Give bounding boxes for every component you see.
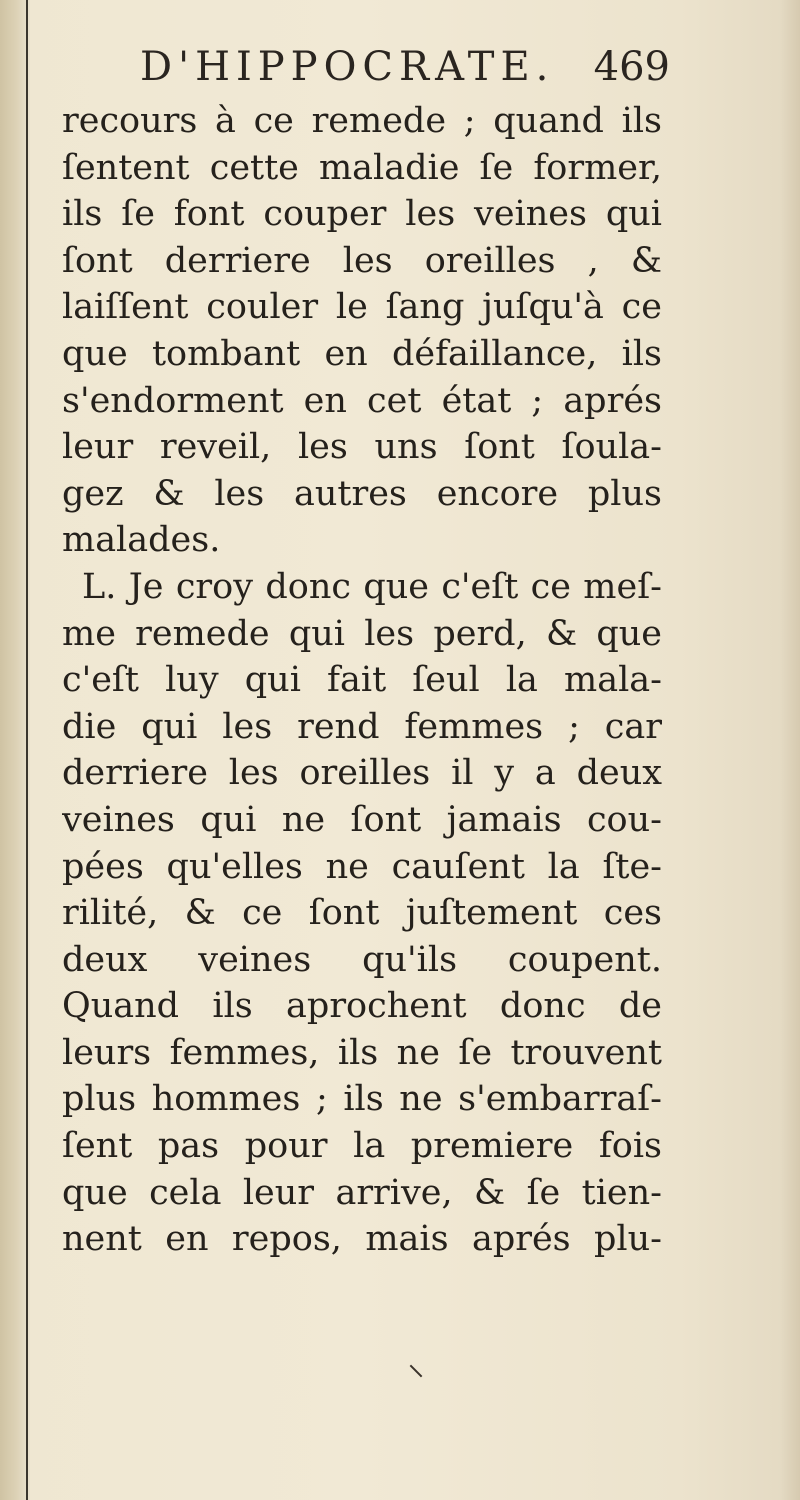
- text-line: c'eſt luy qui fait ſeul la mala-: [62, 660, 662, 701]
- page-edge-shadow: [780, 0, 800, 1500]
- text-line: me remede qui les perd, & que: [62, 613, 662, 654]
- text-line: ſent pas pour la premiere fois: [62, 1126, 662, 1167]
- gutter-edge-line: [26, 0, 28, 1500]
- text-line: ils ſe font couper les veines qui: [62, 194, 662, 235]
- body-text: [62, 98, 662, 1263]
- text-line: Quand ils aprochent donc de: [62, 986, 662, 1027]
- text-line: pées qu'elles ne cauſent la ſte-: [62, 846, 662, 887]
- text-line: laiſſent couler le ſang juſqu'à ce: [62, 287, 662, 328]
- page-number: 469: [593, 44, 670, 90]
- text-line: deux veines qu'ils coupent.: [62, 939, 662, 980]
- text-line: leur reveil, les uns ſont ſoula-: [62, 427, 662, 468]
- text-line: plus hommes ; ils ne s'embarraſ-: [62, 1079, 662, 1120]
- text-line-paragraph-start: L. Je croy donc que c'eſt ce meſ-: [82, 566, 662, 607]
- running-head: D'HIPPOCRATE.: [140, 44, 555, 90]
- text-line: gez & les autres encore plus: [62, 473, 662, 514]
- text-line: veines qui ne ſont jamais cou-: [62, 799, 662, 840]
- page-header: [140, 44, 700, 104]
- text-line: recours à ce remede ; quand ils: [62, 101, 662, 141]
- text-line: derriere les oreilles il y a deux: [62, 753, 662, 794]
- text-line-paragraph-end: malades.: [62, 520, 221, 561]
- text-line: rilité, & ce ſont juſtement ces: [62, 893, 662, 934]
- text-line: que tombant en défaillance, ils: [62, 333, 662, 374]
- text-line: ſentent cette maladie ſe former,: [62, 147, 662, 188]
- ink-mark: [410, 1365, 423, 1378]
- text-line: leurs femmes, ils ne ſe trouvent: [62, 1032, 662, 1073]
- text-line: que cela leur arrive, & ſe tien-: [62, 1172, 662, 1213]
- text-line: ſont derriere les oreilles , &: [62, 240, 662, 281]
- text-line: die qui les rend femmes ; car: [62, 706, 662, 747]
- text-line: s'endorment en cet état ; aprés: [62, 380, 662, 421]
- text-line: nent en repos, mais aprés plu-: [62, 1219, 662, 1260]
